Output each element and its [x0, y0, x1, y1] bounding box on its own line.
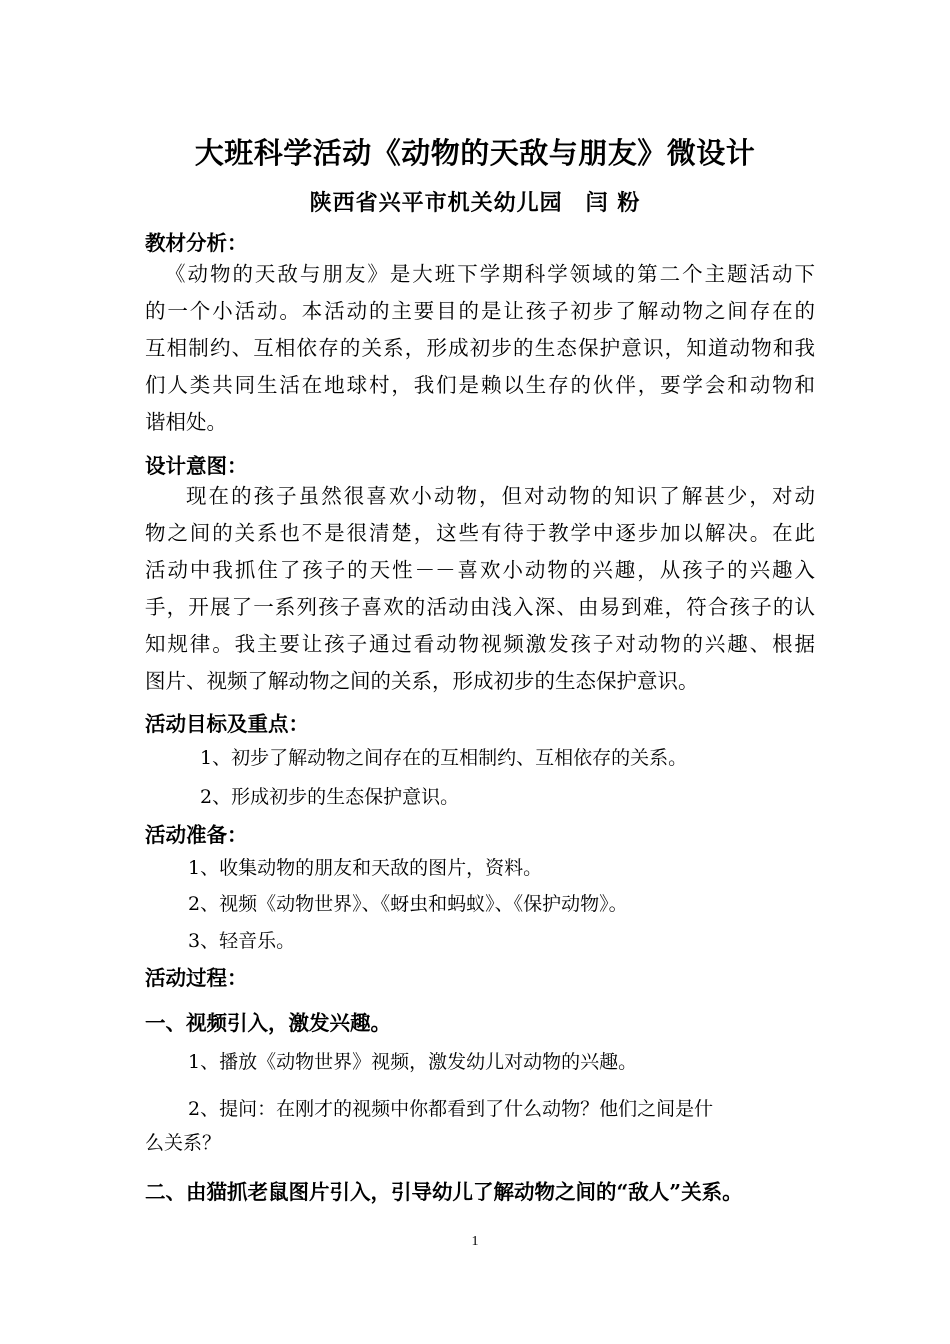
paragraph-line: 活动中我抓住了孩子的天性－－喜欢小动物的兴趣，从孩子的兴趣入 — [145, 558, 815, 582]
paragraph-line: 物之间的关系也不是很清楚，这些有待于教学中逐步加以解决。在此 — [145, 521, 815, 545]
preparation-item: 1、收集动物的朋友和天敌的图片，资料。 — [188, 857, 543, 879]
section-heading-process: 活动过程： — [145, 966, 248, 990]
section-heading-preparation: 活动准备： — [145, 823, 248, 847]
section-heading-analysis: 教材分析： — [145, 231, 248, 255]
section-heading-intent: 设计意图： — [145, 454, 248, 478]
paragraph-line: 谐相处。 — [145, 410, 227, 434]
process-part-heading: 二、由猫抓老鼠图片引入，引导幼儿了解动物之间的“敌人”关系。 — [145, 1180, 743, 1204]
process-part-heading: 一、视频引入，激发兴趣。 — [145, 1011, 391, 1035]
author-line: 陕西省兴平市机关幼儿园 闫 粉 — [309, 190, 641, 216]
preparation-item: 2、视频《动物世界》、《蚜虫和蚂蚁》、《保护动物》。 — [188, 893, 628, 915]
page-number: 1 — [471, 1234, 479, 1249]
process-step: 2、提问：在刚才的视频中你都看到了什么动物？他们之间是什 — [188, 1098, 714, 1120]
process-step: 么关系？ — [145, 1132, 222, 1154]
paragraph-line: 《动物的天敌与朋友》是大班下学期科学领域的第二个主题活动下 — [165, 262, 815, 286]
paragraph-line: 图片、视频了解动物之间的关系，形成初步的生态保护意识。 — [145, 669, 699, 693]
section-heading-goals: 活动目标及重点： — [145, 712, 309, 736]
paragraph-line: 们人类共同生活在地球村，我们是赖以生存的伙伴，要学会和动物和 — [145, 373, 815, 397]
paragraph-line: 手，开展了一系列孩子喜欢的活动由浅入深、由易到难，符合孩子的认 — [145, 595, 815, 619]
goal-item: 1、初步了解动物之间存在的互相制约、互相依存的关系。 — [200, 747, 688, 769]
paragraph-line: 互相制约、互相依存的关系，形成初步的生态保护意识，知道动物和我 — [145, 336, 815, 360]
preparation-item: 3、轻音乐。 — [188, 930, 296, 952]
process-step: 1、播放《动物世界》视频，激发幼儿对动物的兴趣。 — [188, 1051, 638, 1073]
paragraph-line: 知规律。我主要让孩子通过看动物视频激发孩子对动物的兴趣、根据 — [145, 632, 815, 656]
goal-item: 2、形成初步的生态保护意识。 — [200, 786, 460, 808]
document-title: 大班科学活动《动物的天敌与朋友》微设计 — [194, 136, 756, 170]
paragraph-line: 的一个小活动。本活动的主要目的是让孩子初步了解动物之间存在的 — [145, 299, 815, 323]
paragraph-line: 现在的孩子虽然很喜欢小动物，但对动物的知识了解甚少，对动 — [186, 484, 815, 508]
